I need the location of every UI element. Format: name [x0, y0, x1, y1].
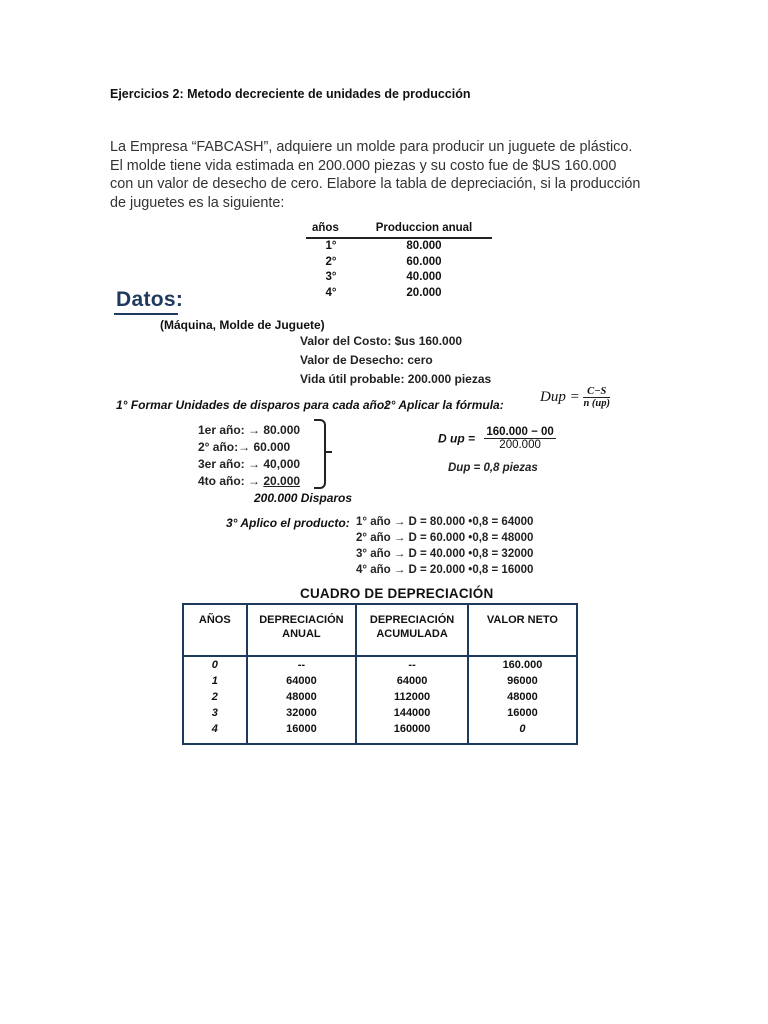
annual-dep-cell: 48000	[247, 689, 357, 705]
production-cell: 60.000	[406, 255, 442, 268]
year-cell: 1	[183, 673, 247, 689]
header-cell	[468, 604, 577, 656]
formula-numerator: C−S	[583, 386, 610, 398]
salvage-value: Valor de Desecho: cero	[300, 353, 433, 367]
production-table	[306, 222, 492, 301]
header-text: ACUMULADA	[376, 628, 448, 640]
useful-life: Vida útil probable: 200.000 piezas	[300, 372, 492, 386]
annual-dep-cell: 32000	[247, 705, 357, 721]
step1-item: 2° año:→ 60.000	[198, 440, 291, 454]
step3-line: 3° año → D = 40.000 •0,8 = 32000	[356, 548, 534, 560]
annual-dep-cell: 16000	[247, 721, 357, 744]
header-text: VALOR NETO	[486, 614, 558, 626]
header-text: DEPRECIACIÓN	[259, 614, 344, 626]
net-value-cell: 0	[468, 721, 577, 744]
depreciation-table	[182, 603, 578, 745]
header-cell	[183, 604, 247, 656]
step3-line: 1° año → D = 80.000 •0,8 = 64000	[356, 516, 534, 528]
step1-item	[198, 474, 300, 488]
datos-underline	[114, 313, 178, 315]
table-row	[183, 705, 577, 721]
calc-formula	[438, 426, 556, 451]
header-text: DEPRECIACIÓN	[369, 614, 455, 626]
year-cell: 0	[183, 656, 247, 673]
table-row	[183, 673, 577, 689]
intro-line: El molde tiene vida estimada en 200.000 piezas y su costo fue de $US 160.000	[110, 157, 617, 174]
header-years: años	[312, 222, 339, 234]
accum-dep-cell: --	[356, 656, 468, 673]
header-production: Produccion anual	[375, 222, 473, 234]
header-cell	[356, 604, 468, 656]
step1-last-value: 20.000	[263, 474, 301, 488]
formula-denominator: n (up)	[583, 398, 611, 409]
intro-line: con un valor de desecho de cero. Elabore la tabla de depreciación, si la producción	[110, 176, 641, 192]
header-cell	[247, 604, 357, 656]
depreciation-table-header	[183, 604, 577, 656]
year-cell: 3	[183, 705, 247, 721]
intro-line: La Empresa “FABCASH”, adquiere un molde para producir un juguete de plástico.	[110, 139, 633, 155]
machine-label: (Máquina, Molde de Juguete)	[160, 318, 325, 332]
table-row	[306, 239, 492, 255]
step1-total: 200.000 Disparos	[254, 491, 353, 505]
accum-dep-cell: 112000	[356, 689, 468, 705]
step1-item: 3er año: → 40,000	[198, 457, 301, 471]
calc-numerator: 160.000 − 00	[486, 426, 554, 438]
page-heading: Ejercicios 2: Metodo decreciente de unidades de producción	[110, 87, 471, 101]
table-row	[183, 721, 577, 744]
calc-fraction	[484, 426, 555, 451]
accum-dep-cell: 64000	[356, 673, 468, 689]
header-text: AÑOS	[198, 614, 231, 626]
datos-title: Datos:	[116, 288, 184, 311]
calc-denominator: 200.000	[499, 439, 541, 451]
table-row	[183, 689, 577, 705]
net-value-cell: 96000	[468, 673, 577, 689]
step1-item: 1er año: → 80.000	[198, 423, 301, 437]
year-cell: 2°	[325, 255, 337, 268]
cost-value: Valor del Costo: $us 160.000	[300, 334, 463, 348]
step1-item-label: 4to año: →	[198, 474, 264, 488]
table-row	[306, 255, 492, 271]
year-cell: 4°	[325, 286, 337, 299]
table-row	[306, 286, 492, 302]
production-table-header	[306, 222, 492, 239]
calc-lhs: D up =	[438, 431, 476, 446]
brace-tick	[326, 451, 332, 453]
header-text: ANUAL	[282, 628, 321, 640]
year-cell: 1°	[325, 240, 337, 252]
net-value-cell: 160.000	[468, 656, 577, 673]
depreciation-table-title: CUADRO DE DEPRECIACIÓN	[300, 586, 494, 601]
production-cell: 80.000	[406, 240, 442, 252]
step1-label: 1° Formar Unidades de disparos para cada año:	[116, 398, 389, 412]
net-value-cell: 16000	[468, 705, 577, 721]
annual-dep-cell: --	[247, 656, 357, 673]
step3-line: 2° año → D = 60.000 •0,8 = 48000	[356, 532, 534, 544]
accum-dep-cell: 160000	[356, 721, 468, 744]
table-row	[183, 656, 577, 673]
general-formula	[540, 386, 610, 409]
net-value-cell: 48000	[468, 689, 577, 705]
brace-shape	[314, 419, 326, 489]
problem-statement	[110, 138, 670, 212]
production-cell: 20.000	[406, 286, 442, 299]
year-cell: 2	[183, 689, 247, 705]
annual-dep-cell: 64000	[247, 673, 357, 689]
table-row	[306, 270, 492, 286]
intro-line: de juguetes es la siguiente:	[110, 194, 285, 211]
formula-fraction	[583, 386, 610, 409]
year-cell: 3°	[325, 271, 337, 283]
production-cell: 40.000	[406, 271, 442, 283]
step2-label: 2° Aplicar la fórmula:	[384, 398, 504, 412]
accum-dep-cell: 144000	[356, 705, 468, 721]
step3-label: 3° Aplico el producto:	[226, 516, 350, 530]
step3-line: 4° año → D = 20.000 •0,8 = 16000	[356, 564, 534, 576]
formula-lhs: Dup =	[540, 388, 580, 405]
year-cell: 4	[183, 721, 247, 744]
unit-depreciation-result: Dup = 0,8 piezas	[448, 462, 538, 474]
